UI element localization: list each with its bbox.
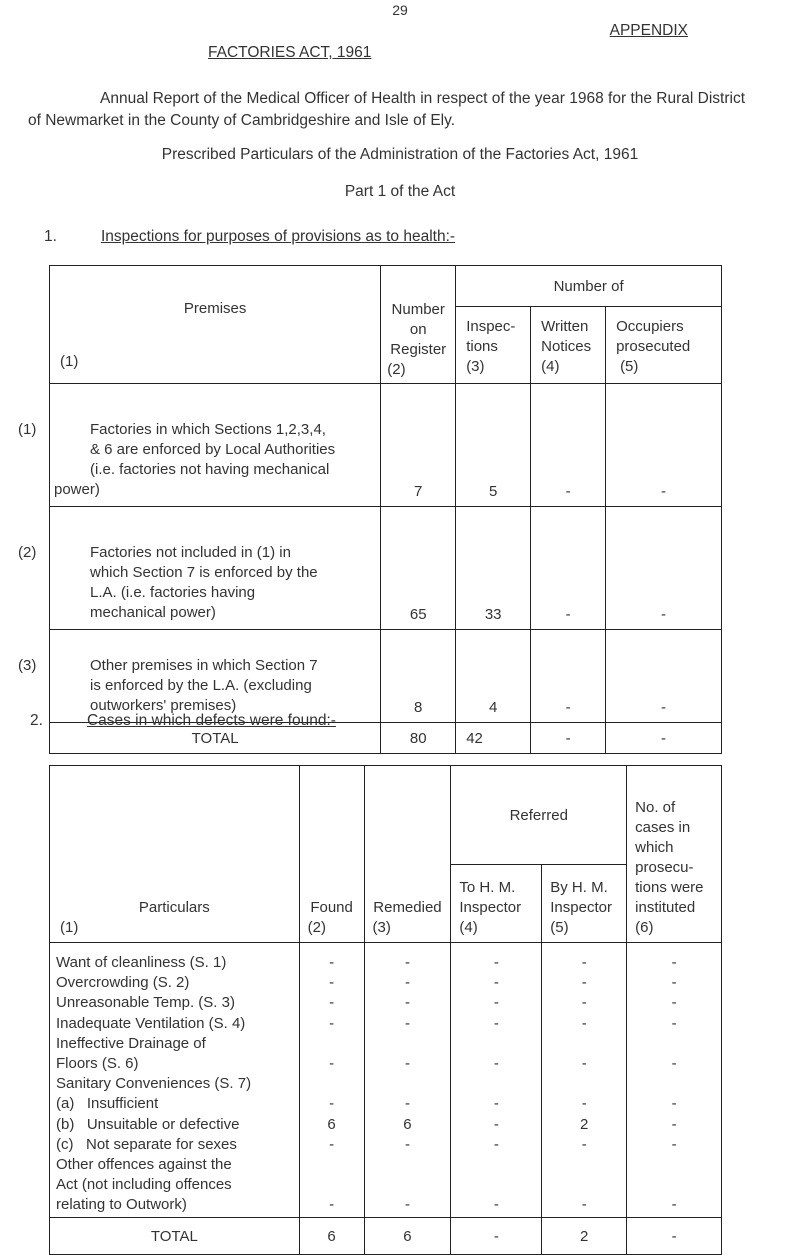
total-label: TOTAL [50, 1218, 300, 1255]
header-prosecutions-line2: cases in [635, 819, 691, 836]
premises-number: (3) [18, 657, 37, 674]
act-title: FACTORIES ACT, 1961 [208, 44, 372, 61]
found-value [300, 1074, 364, 1094]
to-hm-value [451, 1155, 541, 1175]
by-hm-value: - [581, 974, 587, 992]
by-hm-value [542, 1034, 626, 1054]
header-found [299, 766, 364, 943]
header-inspections-num: (3) [466, 358, 485, 375]
particulars-text: Floors (S. 6) [56, 1054, 139, 1072]
header-prosecuted-line1: Occupiers [616, 318, 684, 335]
header-number-of [456, 266, 722, 307]
particulars-text: Act (not including offences [56, 1176, 232, 1194]
remedied-value: - [404, 1135, 410, 1153]
found-value: - [329, 1014, 335, 1032]
particulars-text: Sanitary Conveniences (S. 7) [56, 1075, 252, 1093]
header-by-hm-line2: Inspector [550, 899, 612, 916]
by-hm-value [542, 1175, 626, 1195]
prosecutions-value: - [671, 1196, 677, 1214]
section-2-title: Cases in which defects were found:- [86, 712, 336, 729]
by-hm-value [542, 1074, 626, 1094]
header-prosecutions-line5: tions were [635, 879, 704, 896]
defects-table [49, 765, 722, 1255]
found-value: - [329, 1135, 335, 1153]
total-register: 80 [381, 723, 456, 754]
to-hm-value: - [493, 974, 499, 992]
header-inspections-line1: Inspec- [466, 318, 516, 335]
table-row [50, 384, 722, 507]
header-found-label: Found [310, 899, 353, 916]
particulars-text: Overcrowding (S. 2) [56, 974, 190, 992]
section-2-number: 2. [30, 712, 43, 729]
prosecutions-value: - [671, 1095, 677, 1113]
prosecutions-value: - [671, 1014, 677, 1032]
particulars-text: relating to Outwork) [56, 1196, 187, 1214]
section-1-heading [44, 228, 455, 246]
premises-text: power) [54, 481, 100, 498]
header-prosecutions-line4: prosecu- [635, 859, 694, 876]
particulars-column [50, 943, 300, 1218]
premises-text: L.A. (i.e. factories having [90, 584, 256, 601]
total-inspections: 42 [456, 723, 531, 754]
premises-number: (1) [18, 421, 37, 438]
found-value: - [329, 1054, 335, 1072]
to-hm-column [451, 943, 542, 1218]
by-hm-value: 2 [580, 1115, 589, 1133]
header-premises-label: Premises [183, 300, 247, 317]
header-premises [50, 266, 381, 384]
premises-text: Factories not included in (1) in [90, 544, 291, 561]
to-hm-value: - [493, 954, 499, 971]
notices-cell: - [531, 384, 606, 507]
header-to-hm-num: (4) [459, 919, 478, 936]
particulars-text: (a) Insufficient [56, 1095, 159, 1113]
total-prosecutions: - [627, 1218, 722, 1255]
found-value: - [329, 1196, 335, 1214]
prosecutions-value: - [671, 1115, 677, 1133]
by-hm-value: - [581, 994, 587, 1012]
to-hm-value [451, 1175, 541, 1195]
particulars-text: Inadequate Ventilation (S. 4) [56, 1014, 246, 1032]
header-premises-num: (1) [60, 353, 79, 370]
to-hm-value: - [493, 1054, 499, 1072]
found-value: - [329, 994, 335, 1012]
remedied-value: - [404, 974, 410, 992]
register-cell: 65 [381, 507, 456, 630]
inspections-cell: 5 [456, 384, 531, 507]
premises-text: mechanical power) [90, 604, 216, 621]
to-hm-value [451, 1074, 541, 1094]
header-remedied-label: Remedied [373, 899, 442, 916]
to-hm-value: - [493, 1135, 499, 1153]
to-hm-value: - [493, 1014, 499, 1032]
to-hm-value [451, 1034, 541, 1054]
by-hm-value: - [581, 1014, 587, 1032]
header-prosecutions-num: (6) [635, 919, 654, 936]
defects-body [50, 943, 722, 1218]
premises-text: which Section 7 is enforced by the [90, 564, 318, 581]
table-row [50, 630, 722, 723]
found-value [300, 1175, 364, 1195]
header-prosecutions-line3: which [635, 839, 674, 856]
header-particulars [50, 766, 300, 943]
header-prosecuted [606, 307, 722, 384]
prosecutions-value: - [671, 974, 677, 992]
header-register-line1: Number [391, 301, 445, 318]
header-number-of-label: Number of [553, 277, 624, 295]
total-row [50, 1218, 722, 1255]
by-hm-value: - [581, 1054, 587, 1072]
header-by-hm-line1: By H. M. [550, 879, 608, 896]
header-prosecutions [627, 766, 722, 943]
remedied-value: - [404, 1095, 410, 1113]
notices-cell: - [531, 630, 606, 723]
header-to-hm [451, 865, 542, 943]
header-inspections-line2: tions [466, 338, 498, 355]
by-hm-value: - [581, 954, 587, 971]
found-value: 6 [327, 1115, 336, 1133]
part-heading: Part 1 of the Act [344, 183, 456, 200]
total-notices: - [531, 723, 606, 754]
section-2-heading [30, 712, 336, 730]
section-1-title: Inspections for purposes of provisions as to health:- [100, 228, 456, 245]
header-prosecutions-line6: instituted [635, 899, 696, 916]
remedied-value: - [404, 1054, 410, 1072]
found-value: - [329, 954, 335, 971]
notices-cell: - [531, 507, 606, 630]
header-to-hm-line2: Inspector [459, 899, 522, 916]
header-referred [451, 766, 627, 865]
particulars-text: (c) Not separate for sexes [56, 1135, 237, 1153]
to-hm-value: - [493, 994, 499, 1012]
prosecutions-value [627, 1175, 721, 1195]
prosecutions-value [627, 1155, 721, 1175]
prosecutions-value [627, 1034, 721, 1054]
prosecuted-cell: - [606, 630, 722, 723]
header-inspections [456, 307, 531, 384]
register-cell: 7 [381, 384, 456, 507]
remedied-value: - [404, 1196, 410, 1214]
to-hm-value: - [493, 1095, 499, 1113]
header-prosecutions-line1: No. of [635, 799, 676, 816]
found-value: - [329, 1095, 335, 1113]
inspections-cell: 4 [456, 630, 531, 723]
total-by-hm: 2 [542, 1218, 627, 1255]
header-register-line2: on [409, 321, 427, 338]
header-prosecuted-num: (5) [620, 358, 639, 375]
header-register [381, 266, 456, 384]
premises-text: is enforced by the L.A. (excluding [90, 677, 312, 694]
header-by-hm [542, 865, 627, 943]
header-remedied-num: (3) [372, 919, 391, 936]
prosecutions-value: - [671, 954, 677, 971]
prosecutions-column [627, 943, 722, 1218]
prosecutions-value: - [671, 994, 677, 1012]
premises-cell [18, 384, 381, 507]
inspections-table [18, 265, 722, 754]
header-notices-num: (4) [541, 358, 560, 375]
header-register-line3: Register [390, 341, 447, 358]
particulars-text: Ineffective Drainage of [56, 1034, 206, 1052]
inspections-cell: 33 [456, 507, 531, 630]
particulars-text: Unreasonable Temp. (S. 3) [56, 994, 235, 1012]
premises-text: & 6 are enforced by Local Authorities [90, 441, 336, 458]
by-hm-value: - [581, 1196, 587, 1214]
to-hm-value: - [493, 1196, 499, 1214]
header-notices-line1: Written [541, 318, 589, 335]
section-1-number: 1. [44, 228, 57, 245]
register-cell: 8 [381, 630, 456, 723]
total-prosecuted: - [606, 723, 722, 754]
table-row [50, 507, 722, 630]
to-hm-value: - [493, 1115, 499, 1133]
header-notices [531, 307, 606, 384]
header-referred-label: Referred [509, 806, 568, 824]
prescribed-heading: Prescribed Particulars of the Administration of the Factories Act, 1961 [161, 146, 639, 163]
remedied-value [365, 1034, 451, 1054]
premises-line [18, 420, 376, 440]
header-prosecuted-line2: prosecuted [616, 338, 691, 355]
prosecuted-cell: - [606, 384, 722, 507]
found-value [300, 1034, 364, 1054]
by-hm-value [542, 1155, 626, 1175]
by-hm-column [542, 943, 627, 1218]
header-by-hm-num: (5) [550, 919, 569, 936]
found-value: - [329, 974, 335, 992]
page-number: 29 [392, 2, 408, 18]
found-column [299, 943, 364, 1218]
remedied-value: - [404, 954, 410, 971]
header-to-hm-line1: To H. M. [459, 879, 516, 896]
premises-number: (2) [18, 544, 37, 561]
premises-cell [18, 507, 381, 630]
premises-text: Other premises in which Section 7 [90, 657, 318, 674]
prosecuted-cell: - [606, 507, 722, 630]
premises-line [18, 656, 376, 676]
by-hm-value: - [581, 1135, 587, 1153]
remedied-value: - [404, 1014, 410, 1032]
header-notices-line2: Notices [541, 338, 592, 355]
premises-cell [18, 630, 381, 723]
total-to-hm: - [451, 1218, 542, 1255]
particulars-text: Want of cleanliness (S. 1) [56, 954, 227, 971]
prosecutions-value [627, 1074, 721, 1094]
remedied-value: 6 [403, 1115, 412, 1133]
intro-paragraph: Annual Report of the Medical Officer of Health in respect of the year 1968 for the Rural District of Newmarket in the County of Cambridgeshire and Isle of Ely. [28, 90, 746, 129]
total-remedied: 6 [364, 1218, 451, 1255]
premises-text: (i.e. factories not having mechanical [90, 461, 330, 478]
remedied-value: - [404, 994, 410, 1012]
prosecutions-value: - [671, 1135, 677, 1153]
total-found: 6 [299, 1218, 364, 1255]
header-particulars-num: (1) [60, 919, 79, 936]
header-particulars-label: Particulars [138, 899, 210, 916]
particulars-text: Other offences against the [56, 1155, 232, 1173]
appendix-heading: APPENDIX [609, 22, 688, 39]
premises-text: outworkers' premises) [90, 697, 237, 714]
remedied-value [365, 1175, 451, 1195]
premises-line [18, 543, 376, 563]
header-found-num: (2) [307, 919, 327, 936]
remedied-column [364, 943, 451, 1218]
header-remedied [364, 766, 451, 943]
by-hm-value: - [581, 1095, 587, 1113]
header-register-num: (2) [387, 361, 406, 378]
remedied-value [365, 1074, 451, 1094]
found-value [300, 1155, 364, 1175]
prosecutions-value: - [671, 1054, 677, 1072]
particulars-text: (b) Unsuitable or defective [56, 1115, 240, 1133]
premises-text: Factories in which Sections 1,2,3,4, [90, 421, 326, 438]
remedied-value [365, 1155, 451, 1175]
total-label: TOTAL [50, 723, 381, 754]
